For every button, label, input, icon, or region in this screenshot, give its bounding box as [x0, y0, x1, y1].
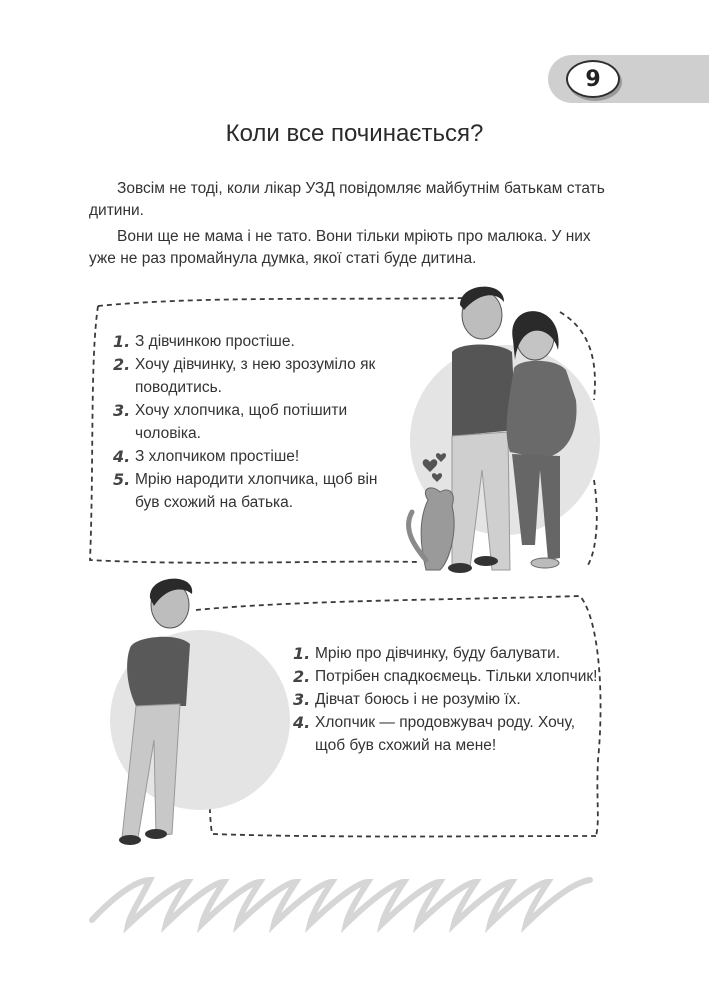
intro-paragraph-2: Вони ще не мама і не тато. Вони тільки мріють про малюка. У них уже не раз промайнула думка, якої статі буде дитина.	[89, 228, 591, 267]
list-item: 5. Мрію народити хлопчика, щоб він був схожий на батька.	[113, 470, 378, 511]
list-item: 3. Хочу хлопчика, щоб потішити чоловіка.	[113, 401, 348, 442]
list-item: 3. Дівчат боюсь і не розумію їх.	[293, 690, 521, 709]
intro-paragraph-1: Зовсім не тоді, коли лікар УЗД повідомляє майбутнім батькам стать дитини.	[89, 180, 605, 219]
list-item: 4. Хлопчик — продовжувач роду. Хочу, щоб був схожий на мене!	[293, 713, 576, 754]
father-thoughts-list	[293, 642, 603, 757]
page-title: Коли все починається?	[225, 120, 484, 147]
cat-illustration	[409, 488, 455, 570]
list-item: 2. Потрібен спадкоємець. Тільки хлопчик!	[293, 667, 598, 686]
list-item: 1. Мрію про дівчинку, буду балувати.	[293, 644, 561, 663]
mother-thoughts-list	[113, 330, 388, 514]
decorative-scribble	[92, 880, 590, 925]
list-item: 4. З хлопчиком простіше!	[113, 447, 300, 466]
page-number: 9	[566, 60, 620, 98]
list-item: 1. З дівчинкою простіше.	[113, 332, 295, 351]
list-item: 2. Хочу дівчинку, з нею зрозуміло як поводитись.	[113, 355, 376, 396]
